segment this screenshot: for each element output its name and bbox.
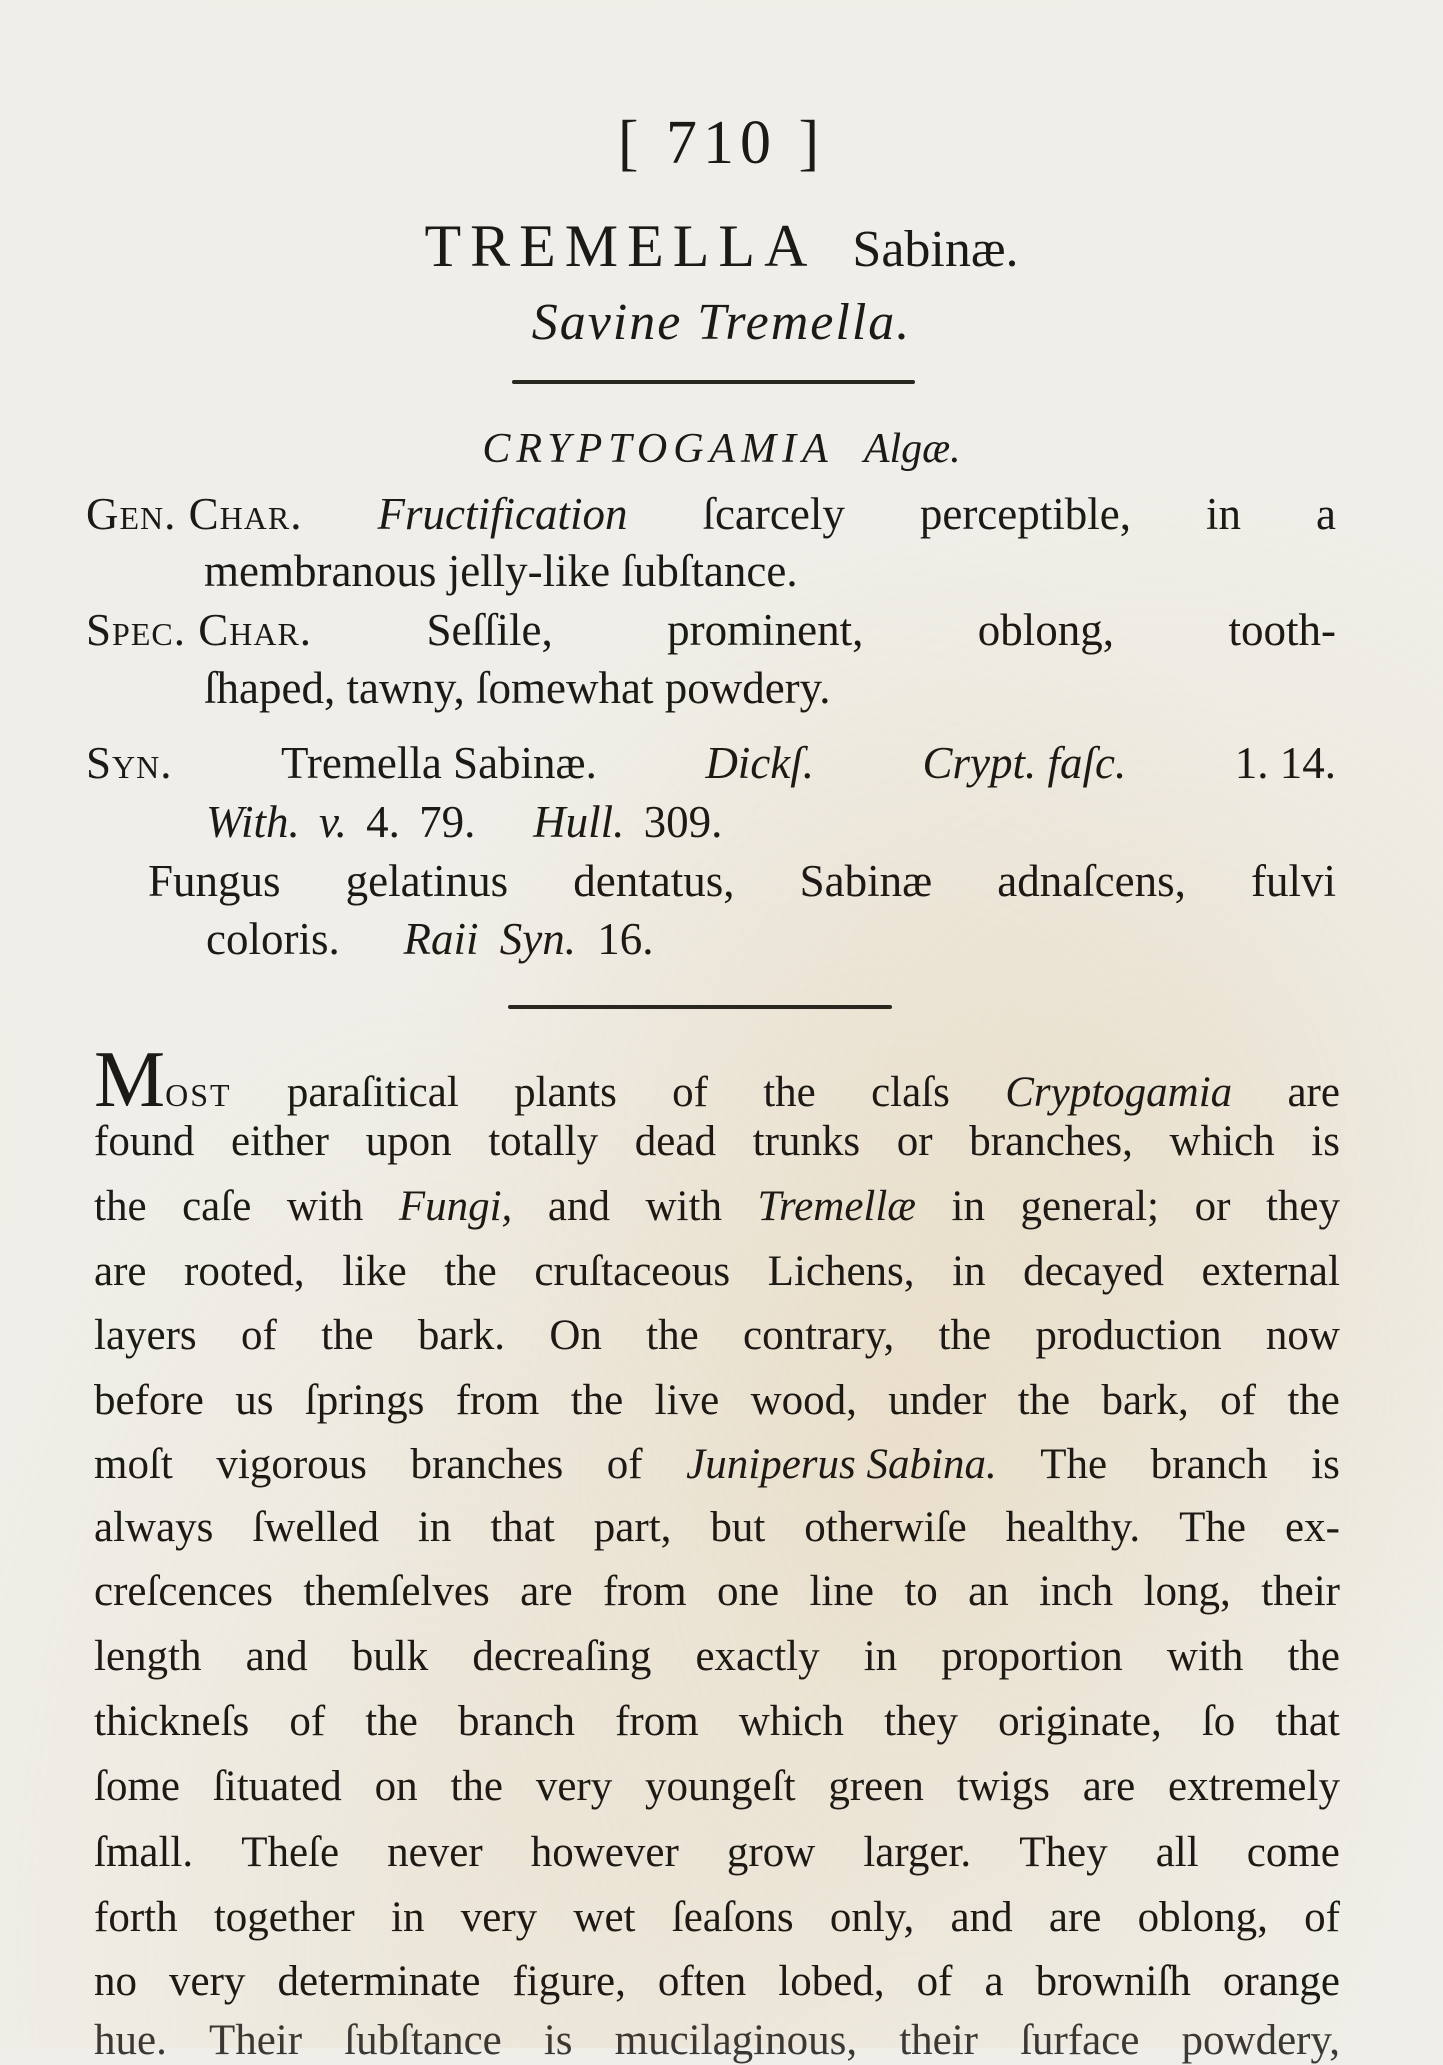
word: the: [365, 1698, 418, 1745]
word: oblong,: [1137, 1894, 1268, 1941]
word: totally: [488, 1118, 599, 1165]
word: plants: [514, 1069, 617, 1116]
word: all: [1155, 1829, 1199, 1876]
word: inch: [1039, 1568, 1114, 1615]
gen-char-line-2: membranous jelly-like ſubſtance.: [204, 546, 798, 596]
word: wood,: [750, 1377, 857, 1424]
order-name: Algæ.: [863, 426, 961, 472]
word: in: [863, 1633, 898, 1680]
word: and: [547, 1183, 610, 1230]
word: found: [94, 1118, 195, 1165]
syn-ref4-num: 16.: [597, 914, 654, 964]
word: grow: [726, 1829, 816, 1876]
word: of: [240, 1312, 277, 1359]
word: upon: [365, 1118, 452, 1165]
word: thickneſs: [94, 1698, 250, 1745]
word: mucilaginous,: [614, 2017, 858, 2064]
title-genus: TREMELLA: [424, 213, 817, 279]
word: ſeaſons: [671, 1894, 794, 1941]
word: On: [549, 1312, 602, 1359]
body-line-13: [94, 1828, 1340, 1877]
body-line-9: [94, 1567, 1340, 1616]
syn-ref1-author: Dickſ.: [705, 738, 815, 788]
word: their: [1261, 1568, 1340, 1615]
word-italic: Cryptogamia: [1005, 1069, 1233, 1116]
word: either: [231, 1118, 329, 1165]
word: part,: [593, 1504, 672, 1551]
word-italic: Tremellæ: [757, 1183, 916, 1230]
word: an: [968, 1568, 1009, 1615]
page-title: [0, 212, 1443, 281]
word: that: [1275, 1698, 1340, 1745]
word: of: [916, 1958, 953, 2005]
body-line-2: [94, 1117, 1340, 1166]
word: live: [654, 1377, 720, 1424]
word: The: [1040, 1441, 1108, 1488]
class-name: CRYPTOGAMIA: [482, 426, 834, 472]
word: very: [169, 1958, 246, 2005]
body-line-1: [94, 1036, 1340, 1124]
body-line-10: [94, 1632, 1340, 1681]
syn-fungus-line-2: [206, 913, 653, 965]
word: larger.: [863, 1829, 972, 1876]
word: trunks: [752, 1118, 861, 1165]
word: are: [94, 1248, 147, 1295]
word: the: [763, 1069, 816, 1116]
body-line-5: [94, 1311, 1340, 1360]
body-line-3: [94, 1182, 1340, 1231]
word: Theſe: [241, 1829, 340, 1876]
dropcap: M: [94, 1036, 166, 1124]
word: of: [672, 1069, 708, 1116]
word: which: [738, 1698, 844, 1745]
word: vigorous: [216, 1441, 367, 1488]
word: ſome: [94, 1763, 180, 1810]
spec-char-label: Spec. Char.: [86, 605, 313, 655]
word: the: [94, 1183, 147, 1230]
word: with: [645, 1183, 722, 1230]
word: come: [1246, 1829, 1340, 1876]
syn-ref2-vol: v.: [319, 797, 347, 847]
word: general;: [1020, 1183, 1160, 1230]
word: tooth-: [1228, 605, 1336, 655]
spec-char-line-2: ſhaped, tawny, ſomewhat powdery.: [204, 663, 831, 713]
word: very: [460, 1894, 538, 1941]
word: dead: [634, 1118, 716, 1165]
word: ſmall.: [94, 1829, 194, 1876]
word: with: [1166, 1633, 1244, 1680]
word: they: [1265, 1183, 1340, 1230]
word: are: [1048, 1894, 1102, 1941]
body-line-12: [94, 1762, 1340, 1811]
word: wet: [573, 1894, 636, 1941]
word: on: [374, 1763, 418, 1810]
syn-label: Syn.: [86, 738, 173, 788]
word: decayed: [1023, 1248, 1164, 1295]
word: is: [1311, 1118, 1340, 1165]
word: otherwiſe: [804, 1504, 967, 1551]
word: ſwelled: [252, 1504, 379, 1551]
word: rooted,: [184, 1248, 305, 1295]
title-species: Sabinæ.: [852, 221, 1019, 278]
word: oblong,: [977, 605, 1115, 655]
classification: [0, 425, 1443, 473]
word: often: [657, 1958, 747, 2005]
word: which: [1169, 1118, 1275, 1165]
word: claſs: [871, 1069, 950, 1116]
word: are: [1287, 1069, 1340, 1116]
syn-ref3-author: Hull.: [533, 797, 625, 847]
word: bark.: [417, 1312, 506, 1359]
gen-char-line-1: [86, 488, 1336, 540]
syn-ref2-num: 4. 79.: [366, 797, 476, 847]
word: but: [710, 1504, 766, 1551]
word: from: [615, 1698, 699, 1745]
word: orange: [1222, 1958, 1340, 2005]
word: creſcences: [94, 1568, 274, 1615]
word: a: [1316, 489, 1336, 539]
body-line-11: [94, 1697, 1340, 1746]
word: The: [1179, 1504, 1247, 1551]
word: us: [235, 1377, 274, 1424]
body-line-7: [94, 1440, 1340, 1489]
syn-fungus-line-1: Fungus gelatinus dentatus, Sabinæ adnaſcens, fulvi: [148, 856, 1336, 906]
word: the: [938, 1312, 992, 1359]
word: the: [1287, 1633, 1340, 1680]
syn-fungus-coloris: coloris.: [206, 914, 340, 964]
word: contrary,: [743, 1312, 895, 1359]
word: of: [289, 1698, 326, 1745]
word: They: [1019, 1829, 1108, 1876]
word: ſcarcely: [702, 489, 845, 539]
word: together: [213, 1894, 355, 1941]
word: however: [530, 1829, 679, 1876]
word: are: [520, 1568, 573, 1615]
word: are: [1082, 1763, 1136, 1810]
word: ex-: [1284, 1504, 1340, 1551]
syn-line-1: [86, 737, 1336, 789]
word: the: [321, 1312, 374, 1359]
common-name: Savine Tremella.: [531, 294, 912, 351]
word: with: [286, 1183, 364, 1230]
word: in: [951, 1183, 985, 1230]
word: Their: [208, 2017, 303, 2064]
word: in: [1205, 489, 1241, 539]
word: caſe: [182, 1183, 252, 1230]
word: the: [450, 1763, 503, 1810]
body-line-4: [94, 1247, 1340, 1296]
syn-ref1-num: 1. 14.: [1234, 738, 1336, 788]
word: in: [417, 1504, 452, 1551]
word: branches: [410, 1441, 564, 1488]
word: never: [387, 1829, 483, 1876]
body-line-16: [94, 2016, 1340, 2065]
word: browniſh: [1035, 1958, 1191, 2005]
word: perceptible,: [919, 489, 1131, 539]
word: they: [883, 1698, 959, 1745]
syn-ref1-work: Crypt. faſc.: [922, 738, 1127, 788]
word: bulk: [351, 1633, 429, 1680]
syn-ref4-author: Raii Syn.: [403, 914, 576, 964]
word: in: [952, 1248, 986, 1295]
word: before: [94, 1377, 204, 1424]
dropcap-rest: ost: [165, 1065, 232, 1116]
word: extremely: [1168, 1763, 1340, 1810]
word: themſelves: [303, 1568, 490, 1615]
word: moſt: [94, 1441, 173, 1488]
page-number: [ 710 ]: [617, 109, 826, 177]
word: Seſſile,: [426, 605, 553, 655]
word: like: [342, 1248, 407, 1295]
word: the: [444, 1248, 497, 1295]
word: ſituated: [212, 1763, 342, 1810]
word: the: [646, 1312, 699, 1359]
word: length: [94, 1633, 202, 1680]
word: under: [888, 1377, 987, 1424]
body-line-14: [94, 1893, 1340, 1942]
gen-char-label: Gen. Char.: [86, 489, 303, 539]
word: and: [245, 1633, 308, 1680]
word: very: [535, 1763, 613, 1810]
word: line: [809, 1568, 874, 1615]
word: or: [1194, 1183, 1231, 1230]
word: of: [1220, 1377, 1256, 1424]
word: from: [455, 1377, 540, 1424]
word: production: [1035, 1312, 1222, 1359]
word: from: [602, 1568, 687, 1615]
word: no: [94, 1958, 137, 2005]
word: ſurface: [1020, 2017, 1140, 2064]
word: layers: [94, 1312, 197, 1359]
word: ſo: [1201, 1698, 1236, 1745]
word: their: [899, 2017, 978, 2064]
body-line-6: [94, 1376, 1340, 1425]
word: youngeſt: [645, 1763, 796, 1810]
dropcap-word: [94, 1036, 232, 1124]
word: hue.: [94, 2017, 167, 2064]
word: twigs: [956, 1763, 1050, 1810]
word: is: [543, 2017, 573, 2064]
word: of: [606, 1441, 643, 1488]
word: branch: [457, 1698, 575, 1745]
word: originate,: [998, 1698, 1162, 1745]
divider-rule: [508, 1005, 892, 1009]
word: the: [570, 1377, 624, 1424]
syn-name: Tremella Sabinæ.: [280, 738, 597, 788]
word: cruſtaceous: [534, 1248, 731, 1295]
word: to: [904, 1568, 938, 1615]
word: forth: [94, 1894, 178, 1941]
word: now: [1265, 1312, 1340, 1359]
word: green: [828, 1763, 924, 1810]
word: branch: [1150, 1441, 1268, 1488]
word: healthy.: [1005, 1504, 1141, 1551]
divider-rule: [512, 380, 915, 384]
word: a: [984, 1958, 1004, 2005]
word-italic: Fungi,: [398, 1183, 513, 1230]
word: that: [490, 1504, 555, 1551]
body-line-15: [94, 1957, 1340, 2006]
word: exactly: [695, 1633, 820, 1680]
word: ſubſtance: [344, 2017, 502, 2064]
word: figure,: [512, 1958, 626, 2005]
gen-char-term: Fructification: [377, 489, 628, 539]
word: determinate: [277, 1958, 481, 2005]
syn-ref2-author: With.: [206, 797, 300, 847]
word: paraſitical: [286, 1069, 459, 1116]
syn-line-2: [206, 796, 722, 848]
word: of: [1304, 1894, 1340, 1941]
word: proportion: [941, 1633, 1123, 1680]
word: external: [1201, 1248, 1340, 1295]
word: long,: [1143, 1568, 1231, 1615]
word: lobed,: [778, 1958, 885, 2005]
word: ſprings: [304, 1377, 425, 1424]
word: the: [1287, 1377, 1340, 1424]
body-line-8: [94, 1503, 1340, 1552]
word: always: [94, 1504, 214, 1551]
word-italic: Juniperus Sabina.: [686, 1441, 997, 1488]
word: bark,: [1101, 1377, 1189, 1424]
word: the: [1017, 1377, 1071, 1424]
word: decreaſing: [472, 1633, 652, 1680]
word: Lichens,: [767, 1248, 915, 1295]
word: branches,: [969, 1118, 1133, 1165]
word: and: [950, 1894, 1013, 1941]
word: is: [1311, 1441, 1340, 1488]
word: only,: [829, 1894, 915, 1941]
syn-ref3-num: 309.: [643, 797, 723, 847]
spec-char-line-1: [86, 604, 1336, 656]
word: one: [716, 1568, 780, 1615]
word: in: [391, 1894, 425, 1941]
word: prominent,: [667, 605, 864, 655]
word: powdery,: [1181, 2017, 1340, 2064]
word: or: [896, 1118, 933, 1165]
